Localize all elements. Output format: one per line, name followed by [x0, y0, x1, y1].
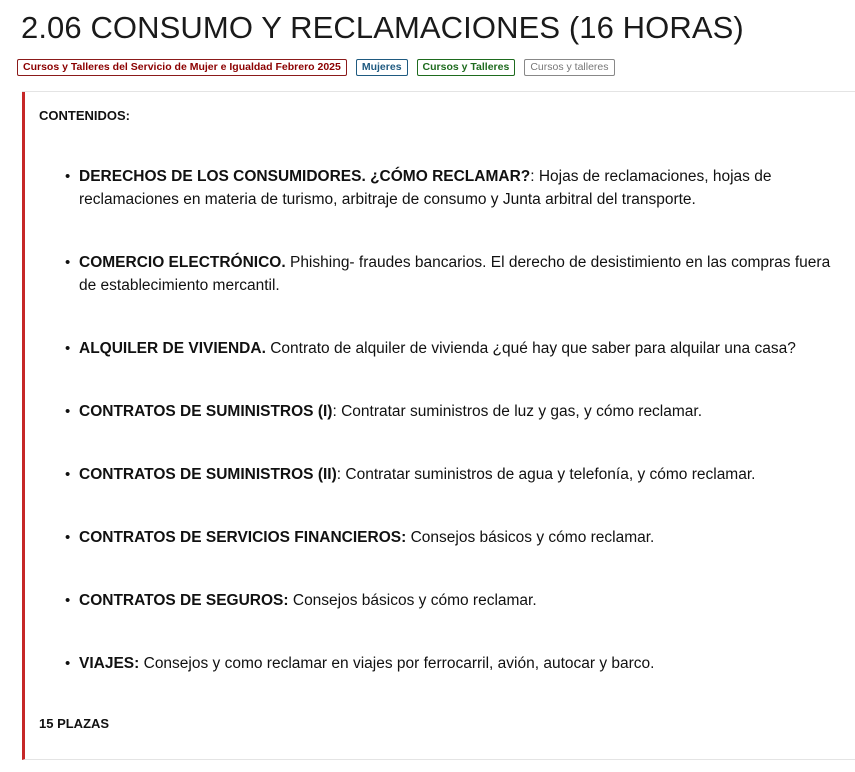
- list-item-text: : Contratar suministros de luz y gas, y cómo reclamar.: [332, 403, 703, 420]
- list-item-title: CONTRATOS DE SERVICIOS FINANCIEROS:: [79, 529, 407, 546]
- list-item-title: ALQUILER DE VIVIENDA.: [79, 340, 266, 357]
- list-item-title: DERECHOS DE LOS CONSUMIDORES. ¿CÓMO RECLAMAR?: [79, 168, 531, 185]
- list-item: [79, 652, 839, 675]
- tag-cursos-febrero-2025[interactable]: Cursos y Talleres del Servicio de Mujer e Igualdad Febrero 2025: [17, 59, 347, 76]
- contents-heading: CONTENIDOS:: [39, 108, 130, 123]
- tag-list: [17, 59, 615, 76]
- tag-cursos-y-talleres-secondary[interactable]: Cursos y talleres: [524, 59, 614, 76]
- list-item: [79, 463, 839, 486]
- content-panel: [22, 92, 855, 760]
- list-item: [79, 251, 839, 297]
- page-title: 2.06 CONSUMO Y RECLAMACIONES (16 HORAS): [21, 10, 744, 45]
- list-item-title: COMERCIO ELECTRÓNICO.: [79, 254, 286, 271]
- list-item-text: Consejos básicos y cómo reclamar.: [288, 592, 537, 609]
- list-item-title: CONTRATOS DE SEGUROS:: [79, 592, 289, 609]
- list-item: [79, 526, 839, 549]
- list-item-title: VIAJES:: [79, 655, 140, 672]
- list-item: [79, 337, 839, 360]
- list-item-text: Contrato de alquiler de vivienda ¿qué hay que saber para alquilar una casa?: [265, 340, 796, 357]
- list-item-text: Consejos y como reclamar en viajes por ferrocarril, avión, autocar y barco.: [139, 655, 655, 672]
- list-item: [79, 165, 839, 211]
- list-item-text: : Hojas de reclamaciones, hojas de reclamaciones en materia de turismo, arbitraje de consumo y Junta arbitral del transporte.: [79, 168, 772, 208]
- list-item-text: Consejos básicos y cómo reclamar.: [406, 529, 655, 546]
- tag-cursos-y-talleres[interactable]: Cursos y Talleres: [417, 59, 516, 76]
- list-item: [79, 589, 839, 612]
- list-item-text: : Contratar suministros de agua y telefonía, y cómo reclamar.: [336, 466, 756, 483]
- places-count: 15 PLAZAS: [39, 716, 110, 731]
- tag-mujeres[interactable]: Mujeres: [356, 59, 408, 76]
- list-item-title: CONTRATOS DE SUMINISTROS (II): [79, 466, 337, 483]
- list-item-text: Phishing- fraudes bancarios. El derecho de desistimiento en las compras fuera de establecimiento mercantil.: [79, 254, 831, 294]
- list-item: [79, 400, 839, 423]
- list-item-title: CONTRATOS DE SUMINISTROS (I): [79, 403, 333, 420]
